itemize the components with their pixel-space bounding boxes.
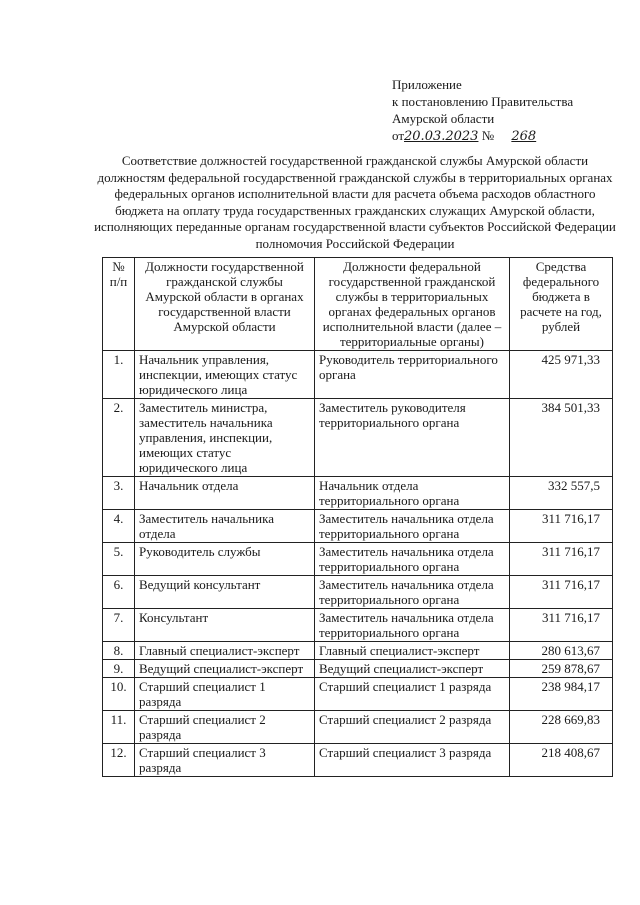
header-amount: Средства федерального бюджета в расчете на год, рублей — [510, 258, 613, 351]
row-amount: 384 501,33 — [510, 399, 613, 477]
row-federal: Заместитель начальника отдела территориального органа — [315, 510, 510, 543]
row-federal: Главный специалист-эксперт — [315, 642, 510, 660]
row-regional: Заместитель министра, заместитель начальника управления, инспекции, имеющих статус юридического лица — [135, 399, 315, 477]
number-label: № — [481, 128, 495, 143]
table-row — [103, 711, 613, 744]
row-regional: Старший специалист 3 разряда — [135, 744, 315, 777]
appendix-resolution: к постановлению Правительства — [392, 94, 574, 109]
row-regional: Начальник отдела — [135, 477, 315, 510]
row-num: 1. — [103, 351, 135, 399]
row-num: 11. — [103, 711, 135, 744]
resolution-number: 268 — [511, 129, 537, 144]
table-row — [103, 576, 613, 609]
row-regional: Ведущий специалист-эксперт — [135, 660, 315, 678]
row-num: 8. — [103, 642, 135, 660]
row-regional: Консультант — [135, 609, 315, 642]
row-amount: 238 984,17 — [510, 678, 613, 711]
row-federal: Руководитель территориального органа — [315, 351, 510, 399]
row-federal: Начальник отдела территориального органа — [315, 477, 510, 510]
table-row — [103, 351, 613, 399]
header-federal: Должности федеральной государственной гражданской службы в территориальных органах федеральных органов исполнительной власти (далее – территориальные органы) — [315, 258, 510, 351]
document-title: Соответствие должностей государственной гражданской службы Амурской области должностям федеральной государственной гражданской службы в территориальных органах федеральных органов исполнительной власти для расчета объема расходов областного бюджета на оплату труда государственных гражданских служащих Амурской области, исполняющих переданные органам государственной власти субъектов Российской Федерации полномочия Российской Федерации — [94, 153, 616, 251]
row-regional: Старший специалист 2 разряда — [135, 711, 315, 744]
row-federal: Заместитель руководителя территориального органа — [315, 399, 510, 477]
row-amount: 332 557,5 — [510, 477, 613, 510]
appendix-date-line — [392, 127, 573, 145]
row-amount: 311 716,17 — [510, 510, 613, 543]
row-federal: Заместитель начальника отдела территориального органа — [315, 609, 510, 642]
row-num: 4. — [103, 510, 135, 543]
row-amount: 311 716,17 — [510, 609, 613, 642]
header-regional: Должности государственной гражданской службы Амурской области в органах государственной власти Амурской области — [135, 258, 315, 351]
row-num: 12. — [103, 744, 135, 777]
row-amount: 425 971,33 — [510, 351, 613, 399]
row-num: 7. — [103, 609, 135, 642]
row-federal: Старший специалист 3 разряда — [315, 744, 510, 777]
header-num: № п/п — [103, 258, 135, 351]
row-federal: Заместитель начальника отдела территориального органа — [315, 576, 510, 609]
from-label: от — [392, 128, 405, 143]
row-regional: Старший специалист 1 разряда — [135, 678, 315, 711]
row-num: 9. — [103, 660, 135, 678]
row-amount: 311 716,17 — [510, 543, 613, 576]
table-row — [103, 609, 613, 642]
row-num: 3. — [103, 477, 135, 510]
positions-table — [102, 257, 613, 777]
row-num: 2. — [103, 399, 135, 477]
table-row — [103, 510, 613, 543]
appendix-block — [392, 76, 573, 145]
row-num: 5. — [103, 543, 135, 576]
resolution-date: 20.03.2023 — [404, 129, 479, 144]
row-amount: 228 669,83 — [510, 711, 613, 744]
row-regional: Начальник управления, инспекции, имеющих статус юридического лица — [135, 351, 315, 399]
table-row — [103, 543, 613, 576]
row-amount: 259 878,67 — [510, 660, 613, 678]
row-federal: Старший специалист 1 разряда — [315, 678, 510, 711]
table-row — [103, 678, 613, 711]
row-amount: 218 408,67 — [510, 744, 613, 777]
row-num: 10. — [103, 678, 135, 711]
row-regional: Ведущий консультант — [135, 576, 315, 609]
row-regional: Главный специалист-эксперт — [135, 642, 315, 660]
table-row — [103, 642, 613, 660]
row-federal: Старший специалист 2 разряда — [315, 711, 510, 744]
row-amount: 280 613,67 — [510, 642, 613, 660]
row-num: 6. — [103, 576, 135, 609]
row-federal: Ведущий специалист-эксперт — [315, 660, 510, 678]
row-federal: Заместитель начальника отдела территориального органа — [315, 543, 510, 576]
table-row — [103, 477, 613, 510]
table-row — [103, 744, 613, 777]
table-header-row — [103, 258, 613, 351]
row-amount: 311 716,17 — [510, 576, 613, 609]
table-row — [103, 660, 613, 678]
row-regional: Руководитель службы — [135, 543, 315, 576]
table-row — [103, 399, 613, 477]
row-regional: Заместитель начальника отдела — [135, 510, 315, 543]
appendix-title: Приложение — [392, 77, 462, 92]
appendix-region: Амурской области — [392, 111, 495, 126]
